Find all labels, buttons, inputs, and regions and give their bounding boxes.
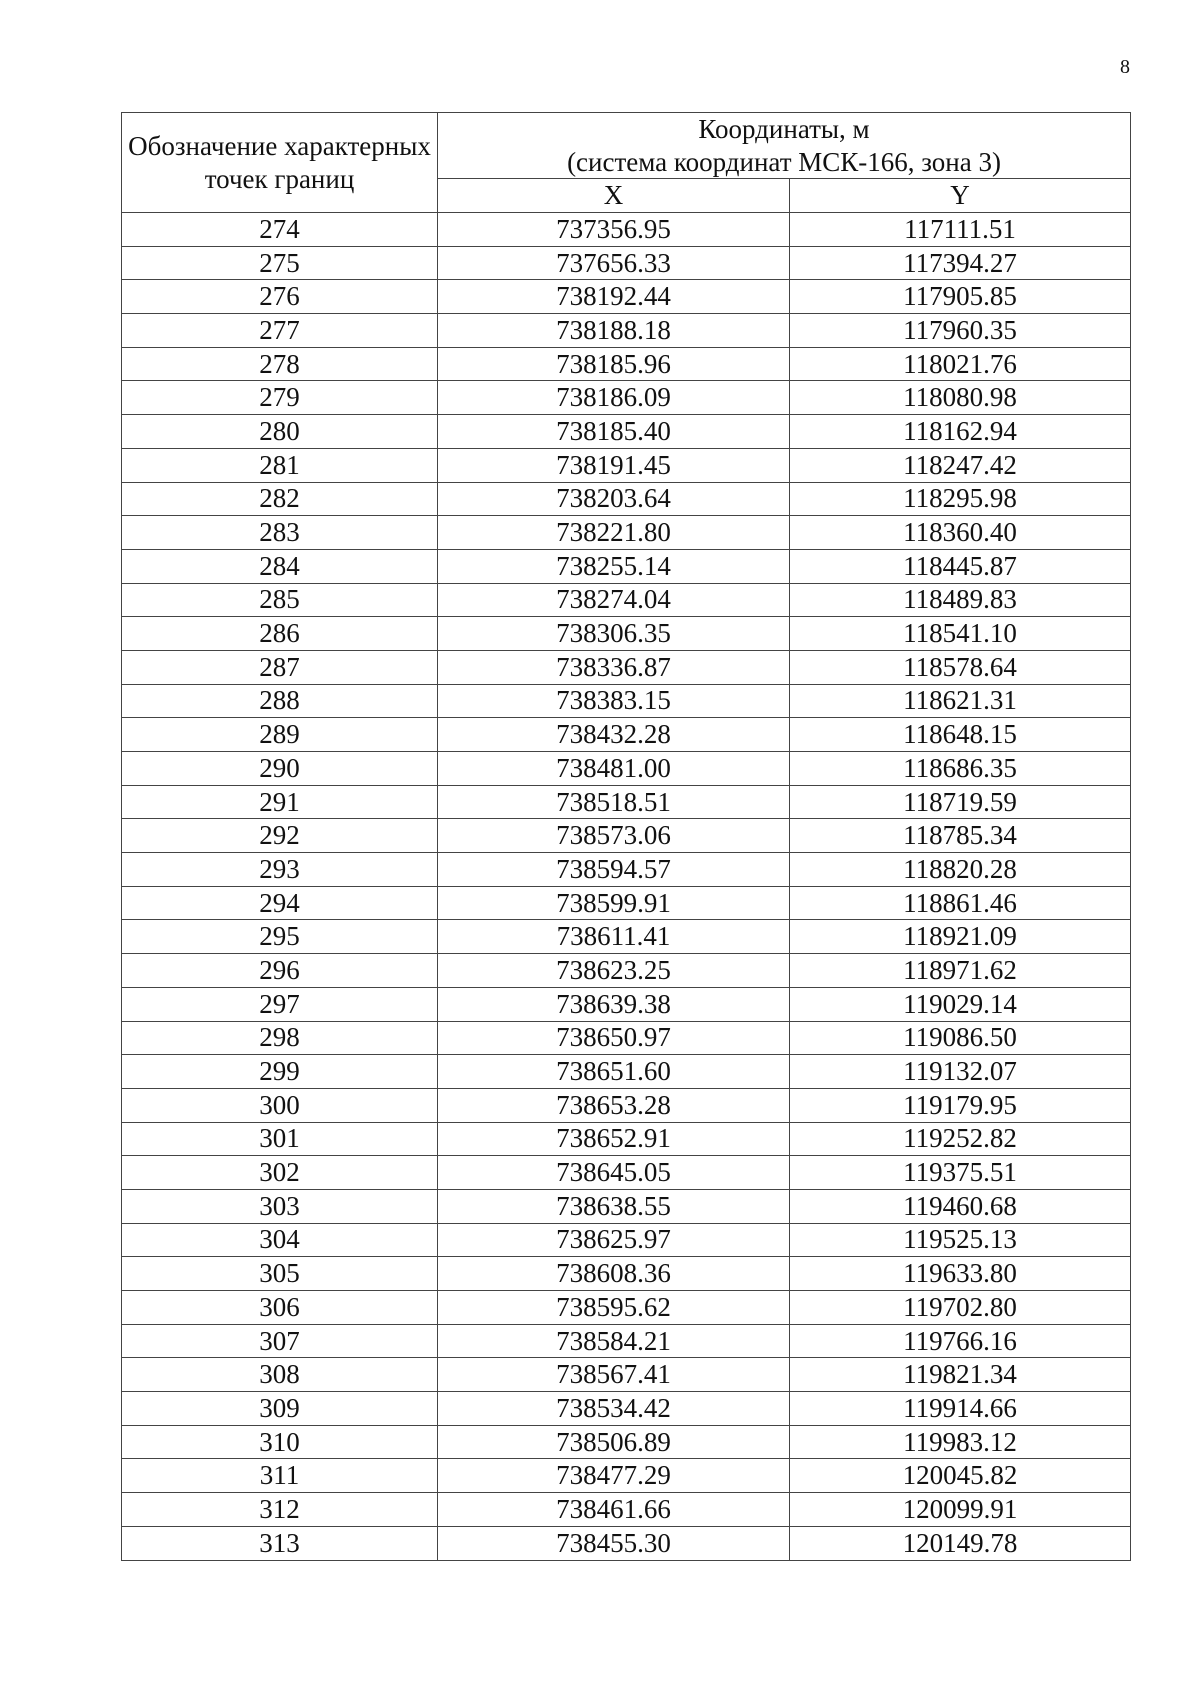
- header-coordinate-system: (система координат МСК-166, зона 3): [567, 146, 1001, 177]
- header-x: X: [438, 179, 790, 213]
- y-coordinate-cell: 118021.76: [790, 347, 1131, 381]
- table-row: [122, 583, 1131, 617]
- table-row: [122, 482, 1131, 516]
- point-id-cell: 274: [122, 213, 438, 247]
- y-coordinate-cell: 118820.28: [790, 853, 1131, 887]
- point-id-cell: 282: [122, 482, 438, 516]
- x-coordinate-cell: 738336.87: [438, 650, 790, 684]
- point-id-cell: 286: [122, 617, 438, 651]
- table-row: [122, 1425, 1131, 1459]
- table-row: [122, 684, 1131, 718]
- x-coordinate-cell: 738477.29: [438, 1459, 790, 1493]
- table-row: [122, 314, 1131, 348]
- table-row: [122, 1324, 1131, 1358]
- y-coordinate-cell: 118686.35: [790, 752, 1131, 786]
- y-coordinate-cell: 118971.62: [790, 954, 1131, 988]
- x-coordinate-cell: 737656.33: [438, 246, 790, 280]
- y-coordinate-cell: 118861.46: [790, 886, 1131, 920]
- x-coordinate-cell: 738306.35: [438, 617, 790, 651]
- x-coordinate-cell: 738455.30: [438, 1526, 790, 1560]
- table-row: [122, 280, 1131, 314]
- table-row: [122, 1021, 1131, 1055]
- point-id-cell: 307: [122, 1324, 438, 1358]
- point-id-cell: 278: [122, 347, 438, 381]
- y-coordinate-cell: 119821.34: [790, 1358, 1131, 1392]
- point-id-cell: 301: [122, 1122, 438, 1156]
- table-row: [122, 1189, 1131, 1223]
- x-coordinate-cell: 738639.38: [438, 987, 790, 1021]
- table-row: [122, 381, 1131, 415]
- point-id-cell: 276: [122, 280, 438, 314]
- coordinates-table: [121, 112, 1131, 1561]
- x-coordinate-cell: 738594.57: [438, 853, 790, 887]
- point-id-cell: 291: [122, 785, 438, 819]
- point-id-cell: 290: [122, 752, 438, 786]
- y-coordinate-cell: 119375.51: [790, 1156, 1131, 1190]
- point-id-cell: 279: [122, 381, 438, 415]
- table-row: [122, 617, 1131, 651]
- x-coordinate-cell: 738481.00: [438, 752, 790, 786]
- point-id-cell: 293: [122, 853, 438, 887]
- table-row: [122, 819, 1131, 853]
- point-id-cell: 281: [122, 448, 438, 482]
- y-coordinate-cell: 118489.83: [790, 583, 1131, 617]
- table-row: [122, 752, 1131, 786]
- y-coordinate-cell: 118295.98: [790, 482, 1131, 516]
- table-row: [122, 853, 1131, 887]
- table-row: [122, 987, 1131, 1021]
- y-coordinate-cell: 119525.13: [790, 1223, 1131, 1257]
- point-id-cell: 308: [122, 1358, 438, 1392]
- y-coordinate-cell: 118162.94: [790, 415, 1131, 449]
- table-row: [122, 1358, 1131, 1392]
- x-coordinate-cell: 738625.97: [438, 1223, 790, 1257]
- point-id-cell: 303: [122, 1189, 438, 1223]
- y-coordinate-cell: 119132.07: [790, 1055, 1131, 1089]
- header-designation: Обозначение характерных точек границ: [122, 113, 438, 213]
- table-row: [122, 1088, 1131, 1122]
- point-id-cell: 311: [122, 1459, 438, 1493]
- x-coordinate-cell: 738461.66: [438, 1493, 790, 1527]
- y-coordinate-cell: 118578.64: [790, 650, 1131, 684]
- point-id-cell: 310: [122, 1425, 438, 1459]
- y-coordinate-cell: 118445.87: [790, 549, 1131, 583]
- y-coordinate-cell: 119914.66: [790, 1392, 1131, 1426]
- y-coordinate-cell: 117394.27: [790, 246, 1131, 280]
- x-coordinate-cell: 738584.21: [438, 1324, 790, 1358]
- x-coordinate-cell: 738638.55: [438, 1189, 790, 1223]
- table-row: [122, 1392, 1131, 1426]
- table-row: [122, 920, 1131, 954]
- page-number: 8: [1120, 56, 1130, 78]
- table-row: [122, 886, 1131, 920]
- y-coordinate-cell: 118921.09: [790, 920, 1131, 954]
- x-coordinate-cell: 738567.41: [438, 1358, 790, 1392]
- table-row: [122, 1291, 1131, 1325]
- point-id-cell: 288: [122, 684, 438, 718]
- x-coordinate-cell: 738191.45: [438, 448, 790, 482]
- x-coordinate-cell: 738255.14: [438, 549, 790, 583]
- point-id-cell: 287: [122, 650, 438, 684]
- table-row: [122, 1223, 1131, 1257]
- table-row: [122, 415, 1131, 449]
- y-coordinate-cell: 120099.91: [790, 1493, 1131, 1527]
- x-coordinate-cell: 738653.28: [438, 1088, 790, 1122]
- table-row: [122, 246, 1131, 280]
- y-coordinate-cell: 118247.42: [790, 448, 1131, 482]
- x-coordinate-cell: 738518.51: [438, 785, 790, 819]
- x-coordinate-cell: 738534.42: [438, 1392, 790, 1426]
- x-coordinate-cell: 738599.91: [438, 886, 790, 920]
- table-row: [122, 516, 1131, 550]
- table-header: [122, 113, 1131, 213]
- y-coordinate-cell: 117905.85: [790, 280, 1131, 314]
- y-coordinate-cell: 120045.82: [790, 1459, 1131, 1493]
- x-coordinate-cell: 738611.41: [438, 920, 790, 954]
- y-coordinate-cell: 117111.51: [790, 213, 1131, 247]
- table-row: [122, 448, 1131, 482]
- point-id-cell: 306: [122, 1291, 438, 1325]
- y-coordinate-cell: 120149.78: [790, 1526, 1131, 1560]
- point-id-cell: 292: [122, 819, 438, 853]
- x-coordinate-cell: 738608.36: [438, 1257, 790, 1291]
- y-coordinate-cell: 118648.15: [790, 718, 1131, 752]
- x-coordinate-cell: 738652.91: [438, 1122, 790, 1156]
- table-row: [122, 650, 1131, 684]
- table-row: [122, 954, 1131, 988]
- x-coordinate-cell: 738186.09: [438, 381, 790, 415]
- x-coordinate-cell: 737356.95: [438, 213, 790, 247]
- x-coordinate-cell: 738645.05: [438, 1156, 790, 1190]
- table-row: [122, 718, 1131, 752]
- point-id-cell: 280: [122, 415, 438, 449]
- y-coordinate-cell: 118360.40: [790, 516, 1131, 550]
- x-coordinate-cell: 738188.18: [438, 314, 790, 348]
- x-coordinate-cell: 738573.06: [438, 819, 790, 853]
- x-coordinate-cell: 738221.80: [438, 516, 790, 550]
- y-coordinate-cell: 119179.95: [790, 1088, 1131, 1122]
- x-coordinate-cell: 738623.25: [438, 954, 790, 988]
- table-row: [122, 1257, 1131, 1291]
- y-coordinate-cell: 118621.31: [790, 684, 1131, 718]
- table-row: [122, 1526, 1131, 1560]
- x-coordinate-cell: 738203.64: [438, 482, 790, 516]
- y-coordinate-cell: 119633.80: [790, 1257, 1131, 1291]
- point-id-cell: 297: [122, 987, 438, 1021]
- y-coordinate-cell: 119983.12: [790, 1425, 1131, 1459]
- point-id-cell: 285: [122, 583, 438, 617]
- table-row: [122, 1055, 1131, 1089]
- x-coordinate-cell: 738192.44: [438, 280, 790, 314]
- y-coordinate-cell: 117960.35: [790, 314, 1131, 348]
- x-coordinate-cell: 738595.62: [438, 1291, 790, 1325]
- y-coordinate-cell: 119702.80: [790, 1291, 1131, 1325]
- header-row-top: [122, 113, 1131, 179]
- point-id-cell: 302: [122, 1156, 438, 1190]
- y-coordinate-cell: 118785.34: [790, 819, 1131, 853]
- table-row: [122, 1459, 1131, 1493]
- y-coordinate-cell: 119086.50: [790, 1021, 1131, 1055]
- point-id-cell: 300: [122, 1088, 438, 1122]
- table-row: [122, 785, 1131, 819]
- table-row: [122, 347, 1131, 381]
- y-coordinate-cell: 118080.98: [790, 381, 1131, 415]
- point-id-cell: 283: [122, 516, 438, 550]
- point-id-cell: 309: [122, 1392, 438, 1426]
- y-coordinate-cell: 119029.14: [790, 987, 1131, 1021]
- point-id-cell: 298: [122, 1021, 438, 1055]
- table-row: [122, 1122, 1131, 1156]
- y-coordinate-cell: 119252.82: [790, 1122, 1131, 1156]
- header-coordinates-title: Координаты, м: [698, 114, 870, 145]
- point-id-cell: 313: [122, 1526, 438, 1560]
- point-id-cell: 305: [122, 1257, 438, 1291]
- point-id-cell: 299: [122, 1055, 438, 1089]
- point-id-cell: 296: [122, 954, 438, 988]
- x-coordinate-cell: 738185.96: [438, 347, 790, 381]
- y-coordinate-cell: 118719.59: [790, 785, 1131, 819]
- table-row: [122, 1156, 1131, 1190]
- point-id-cell: 295: [122, 920, 438, 954]
- x-coordinate-cell: 738185.40: [438, 415, 790, 449]
- table-row: [122, 213, 1131, 247]
- table-body: [122, 213, 1131, 1561]
- table-row: [122, 549, 1131, 583]
- table-row: [122, 1493, 1131, 1527]
- point-id-cell: 294: [122, 886, 438, 920]
- point-id-cell: 275: [122, 246, 438, 280]
- x-coordinate-cell: 738651.60: [438, 1055, 790, 1089]
- y-coordinate-cell: 119766.16: [790, 1324, 1131, 1358]
- x-coordinate-cell: 738650.97: [438, 1021, 790, 1055]
- point-id-cell: 304: [122, 1223, 438, 1257]
- y-coordinate-cell: 118541.10: [790, 617, 1131, 651]
- x-coordinate-cell: 738274.04: [438, 583, 790, 617]
- x-coordinate-cell: 738506.89: [438, 1425, 790, 1459]
- header-y: Y: [790, 179, 1131, 213]
- point-id-cell: 312: [122, 1493, 438, 1527]
- x-coordinate-cell: 738432.28: [438, 718, 790, 752]
- y-coordinate-cell: 119460.68: [790, 1189, 1131, 1223]
- point-id-cell: 289: [122, 718, 438, 752]
- header-coordinates: [438, 113, 1131, 179]
- point-id-cell: 277: [122, 314, 438, 348]
- point-id-cell: 284: [122, 549, 438, 583]
- x-coordinate-cell: 738383.15: [438, 684, 790, 718]
